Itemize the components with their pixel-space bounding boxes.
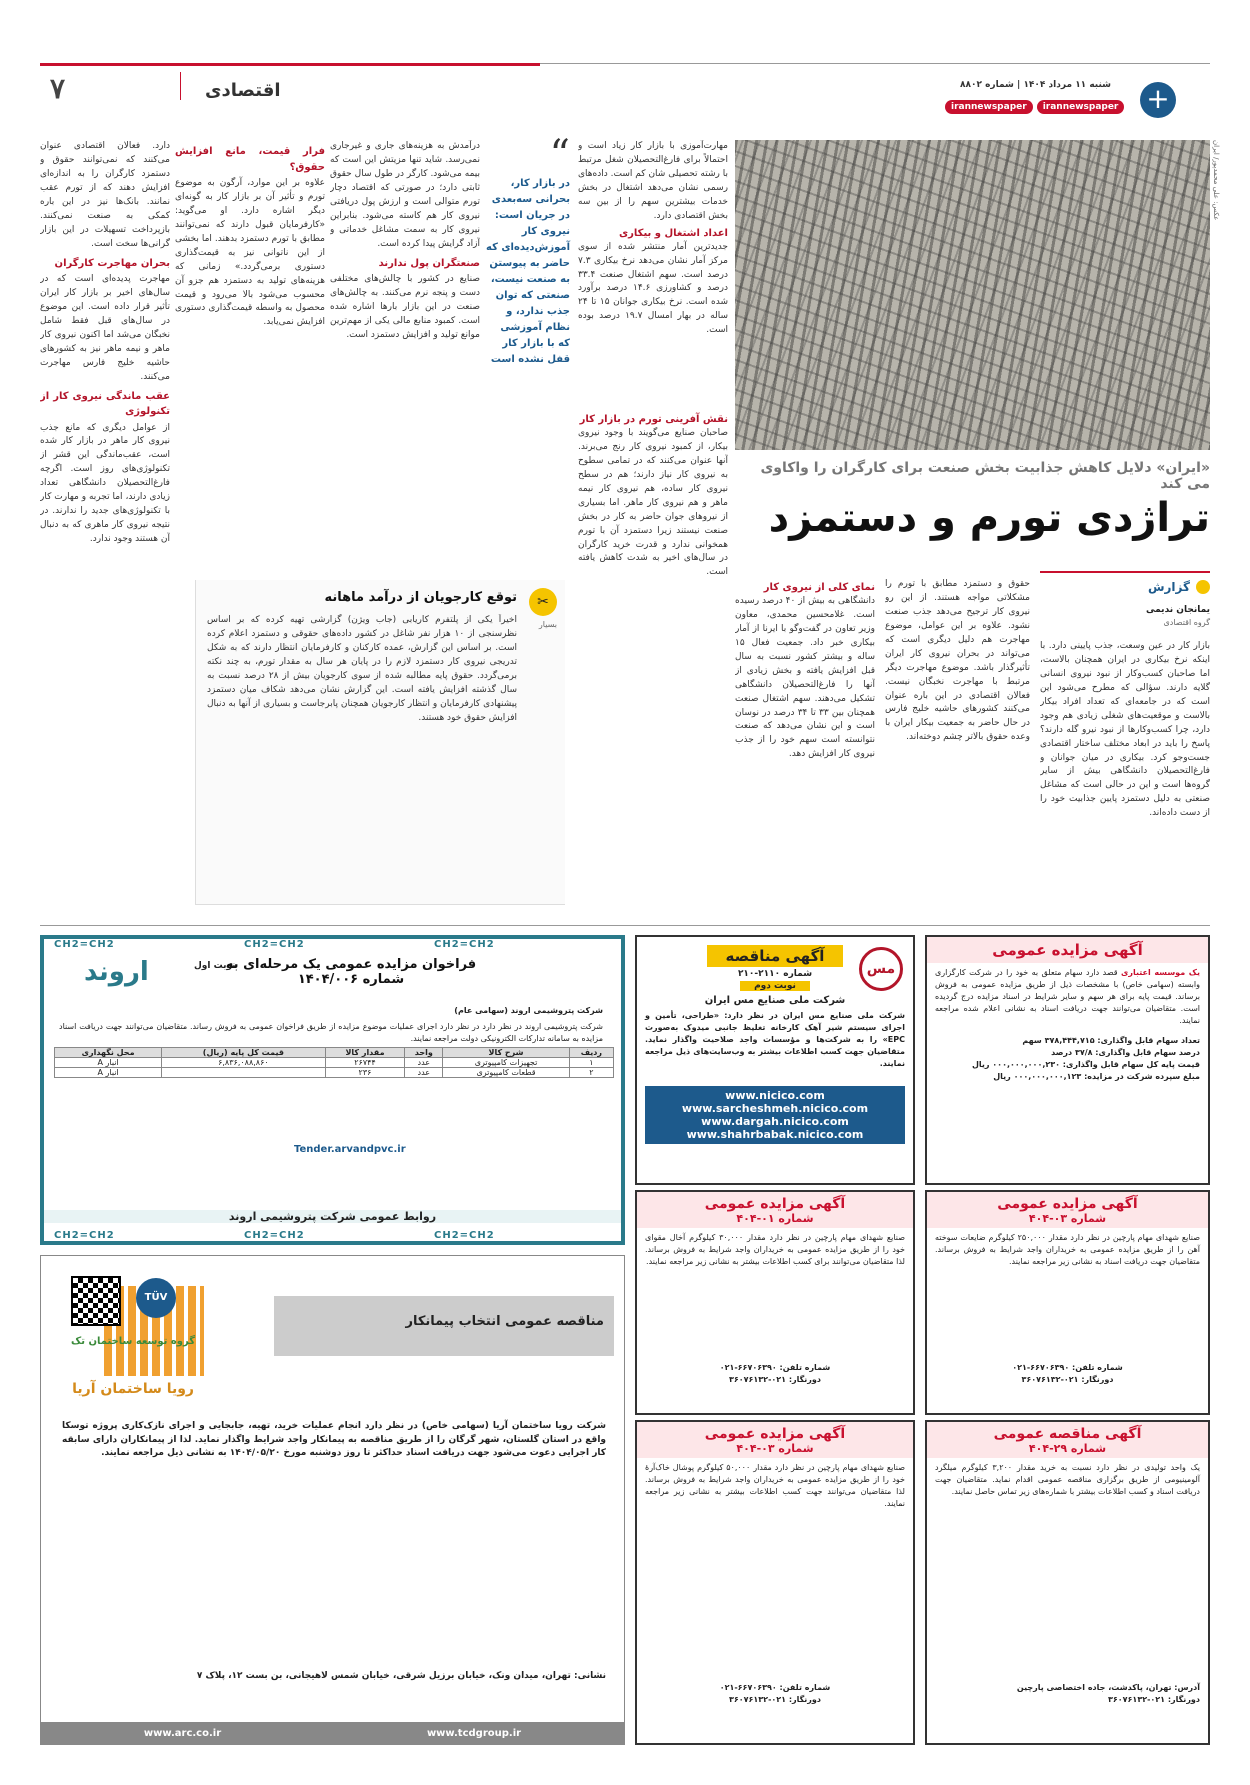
photo-credit: عکس: علی محمدپور/ ایران [1212, 140, 1220, 221]
tag-dot-icon [1196, 580, 1210, 594]
pull-quote: “ در بازار کار، بحرانی سه‌بعدی در جریان است: نیروی کار آموزش‌دیده‌ای که حاضر به پیوستن به صنعت نیست، صنعتی که توان جذب ندارد، و نظام آموزشی که با بازار کار قفل نشده است [486, 132, 570, 365]
date-line: شنبه ۱۱ مرداد ۱۴۰۴ | شماره ۸۸۰۲ [960, 80, 1111, 90]
table-row: ۱ تجهیزات کامپیوتری عدد ۲۶۷۴۴ ۶,۸۳۶,۰۸۸,۸۶۰ انبار A [55, 1058, 614, 1068]
ads-divider [40, 925, 1210, 926]
kicker: «ایران» دلایل کاهش جذابیت بخش صنعت برای کارگران را واکاوی می کند [760, 460, 1210, 492]
section-title: اقتصادی [205, 80, 281, 101]
page-number: ۷ [50, 72, 66, 105]
info-box-title: توقع کارجویان از درآمد ماهانه [324, 590, 517, 605]
headline: تراژدی تورم و دستمزد [768, 495, 1210, 541]
ad-auction-4: آگهی مزایده عمومی شماره ۰۳-۴۰۴ صنایع شهدای مهام پارچین در نظر دارد مقدار ۲۵۰,۰۰۰ کیلوگرم ضایعات سوخته آهن را از طریق مزایده عمومی به خریداران واجد شرایط به فروش برساند. متقاضیان جهت دریافت اسناد به نشانی زیر مراجعه نمایند. شماره تلفن: ۶۶۷۰۶۳۹۰-۰۲۱ دورنگار: ۰۲۱-۳۶۰۷۶۱۳۲ [925, 1190, 1210, 1415]
article-col-5: مهارت‌آموزی با بازار کار زیاد است و احتمالاً برای فارغ‌التحصیلان شغل مرتبط با رشته تحصیلی شان کم است. داده‌های رسمی نشان می‌دهد اشتغال در بخش خدمات بیشترین سهم را از بین سه بخش اقتصادی دارد. اعداد اشتغال و بیکاری جدیدترین آمار منتشر شده از سوی مرکز آمار نشان می‌دهد نرخ بیکاری ۷.۳ درصد است. سهم اشتغال صنعت ۳۳.۴ درصد و کشاورزی ۱۴.۶ درصد برآورد شده است. نرخ بیکاری جوانان ۱۵ تا ۲۴ ساله در بهار امسال ۱۹.۷ درصد بوده است. [578, 141, 728, 336]
tag-rule [1040, 571, 1210, 573]
site-link-1[interactable]: www.nicico.com [725, 1089, 825, 1102]
copper-logo: مس [859, 947, 903, 991]
ad-auction-shares: آگهی مزایده عمومی یک موسسه اعتباری قصد دارد سهام متعلق به خود را در شرکت کارگزاری وابسته (سهامی خاص) با مشخصات ذیل از طریق مزایده عمومی به فروش برساند. قیمت پایه برای هر سهم و سایر شرایط در اسناد مزایده درج گردیده است. متقاضیان می‌توانند جهت دریافت اسناد به نشانی اعلام شده مراجعه نمایند. تعداد سهام قابل واگذاری: ۳۷۸,۴۴۴,۷۱۵ سهم درصد سهام قابل واگذاری: ۳۷/۸ درصد قیمت پایه کل سهام قابل واگذاری: ۰۰۰,۰۰۰,۰۰۰,۲۳۰ ریال مبلغ سپرده شرکت در مزایده: ۰۰۰,۰۰۰,۰۰۰,۱۲۳ ریال [925, 935, 1210, 1185]
article-col-2: حقوق و دستمزد مطابق با تورم را مشکلاتی مواجه هستند. از این رو نیروی کار ترجیح می‌دهد جذب صنعت نشود. علاوه بر این عوامل، موضوع مهاجرت هم دلیل دیگری است که می‌تواند در بحران نیروی کار ایران تأثیرگذار باشد. موضوع مهاجرت دیگر مرتبط با مهاجرت نخبگان نیست. فعالان اقتصادی در این باره عنوان می‌کنند کشورهای حاشیه خلیج فارس در حال حاضر به جمعیت بیکار ایران با وعده حقوق بالاتر چشم دوخته‌اند. [885, 579, 1030, 743]
qr-code-icon [71, 1276, 121, 1326]
info-box-text: اخیراً یکی از پلتفرم کاریابی (جاب ویژن) گزارشی تهیه کرده که بر اساس نظرسنجی از ۱۰ هزار نفر شاغل در کشور داده‌های حقوقی و دستمزد اعلام کرده است. بر اساس این گزارش، عمده کارکنان و کارفرمایان انتظار دارند که به شکل تدریجی نیروی کار دستمزد لازم را در پایان هر سال به مقدار تورم، به چند نکته برمی‌گردد. حقوق پایه مطالبه شده از سوی کارجویان بیش از ۲۸ درصد نسبت به سال گذشته افزایش یافته است. این گزارش نشان می‌دهد شکاف میان دستمزد پیشنهادی کارفرمایان و انتظار کارجویان همچنان پابرجاست و بسیاری از آنها به دنبال افزایش حقوق خود هستند. [207, 615, 517, 723]
section-divider [180, 72, 181, 100]
ad-tender-6: آگهی مناقصه عمومی شماره ۲۹-۴۰۴ یک واحد تولیدی در نظر دارد نسبت به خرید مقدار ۳,۲۰۰ کیلوگرم میلگرد آلومینیومی از طریق برگزاری مناقصه عمومی اقدام نماید. متقاضیان جهت دریافت اسناد و کسب اطلاعات بیشتر با شماره‌های زیر تماس حاصل نمایند. آدرس: تهران، پاکدشت، جاده اختصاصی پارچین دورنگار: ۰۲۱-۳۶۰۷۶۱۳۲ [925, 1420, 1210, 1745]
site-tcd[interactable]: www.tcdgroup.ir [426, 1727, 522, 1739]
article-col-6: درآمدش به هزینه‌های جاری و غیرجاری نمی‌رسد. شاید تنها مزیتش این است که بیمه می‌شود. کارگر در طول سال حقوق ثابتی دارد؛ در صورتی که اقتصاد دچار تورم متوالی است و ارزش پول دریافتی نیروی کار هم کاسته می‌شود. بنابراین نیروی کار به سمت مشاغل خدماتی و آزاد گرایش پیدا کرده است. صنعتگران پول ندارند صنایع در کشور با چالش‌های مختلفی دست و پنجه نرم می‌کنند. به چالش‌های صنعت در این بازار بارها اشاره شده است. کمبود منابع مالی یکی از مهم‌ترین موانع تولید و افزایش دستمزد است. [330, 141, 480, 340]
ad-roya: مناقصه عمومی انتخاب پیمانکار رویا ساختمان آریا TÜV گروه توسعه ساختمان تک شرکت رویا ساختمان آریا (سهامی خاص) در نظر دارد انجام عملیات خرید، تهیه، جابجایی و اجرای نازک‌کاری پروژه توسکا واقع در استان گلستان، شهر گرگان را از طریق مناقصه به پیمانکار واجد شرایط واگذار نماید. لذا از پیمانکاران دارای سابقه کار اجرایی دعوت می‌شود جهت دریافت اسناد حداکثر تا روز دوشنبه مورخ ۱۴۰۴/۰۵/۲۰ به نشانی ذیل مراجعه نمایند. نشانی: تهران، میدان ونک، خیابان برزیل شرقی، خیابان شمس لاهیجانی، بن بست ۱۲، پلاک ۷ www.arc.co.ir www.tcdgroup.ir [40, 1255, 625, 1745]
lead-photo [735, 140, 1210, 450]
arvand-brand: اروند [84, 957, 149, 987]
site-arc[interactable]: www.arc.co.ir [143, 1727, 222, 1739]
ad-tender-copper: مس آگهی مناقصه شماره ۲۱۱۰-۲۱۰ نوبت دوم شرکت ملی صنایع مس ایران شرکت ملی صنایع مس ایران در نظر دارد: «طراحی، تأمین و اجرای سیستم شیر آهک کارخانه تغلیظ جانبی میدوک به‌صورت EPC» را به شرکت‌ها و مؤسسات واجد صلاحیت واگذار نماید. متقاضیان جهت کسب اطلاعات بیشتر به وب‌سایت‌های ذیل مراجعه نمایند. www.nicico.com www.sarcheshmeh.nicico.com www.dargah.nicico.com www.shahrbabak.nicico.com [635, 935, 915, 1185]
social-handle-2[interactable]: irannewspaper [1037, 100, 1125, 114]
article-col-1: بازار کار در عین وسعت، جذب پایینی دارد. با اینکه نرخ بیکاری در ایران همچنان بالاست، اما صاحبان کسب‌وکار از نبود نیروی انسانی گلایه دارند. سؤالی که مطرح می‌شود این است که در جامعه‌ای که تعداد افراد بیکار بالاست و موقعیت‌های شغلی زیادی هم وجود دارد، چرا کسب‌وکارها از نبود نیرو گله دارند؟ پاسخ را باید در ابعاد مختلف ساختار اقتصادی جست‌وجو کرد. بیکاری در میان جوانان و فارغ‌التحصیلان دانشگاهی بیش از سایر گروه‌ها است و این در حالی است که مشاغل صنعتی به دلیل دستمزد پایین جذابیت خود را از دست داده‌اند. [1040, 641, 1210, 819]
site-link-3[interactable]: www.dargah.nicico.com [701, 1115, 849, 1128]
ad-auction-5: آگهی مزایده عمومی شماره ۰۱-۴۰۴ صنایع شهدای مهام پارچین در نظر دارد مقدار ۳۰,۰۰۰ کیلوگرم آخال مقوای خود را از طریق مزایده عمومی به خریداران واجد شرایط به فروش برساند. لذا متقاضیان می‌توانند برای کسب اطلاعات بیشتر به نشانی زیر مراجعه نمایند. شماره تلفن: ۶۶۷۰۶۳۹۰-۰۲۱ دورنگار: ۰۲۱-۳۶۰۷۶۱۳۲ [635, 1190, 915, 1415]
article-col-8: دارد. فعالان اقتصادی عنوان می‌کنند که نمی‌توانند حقوق و دستمزد کارگران را به اندازه‌ای افزایش دهند که از تورم عقب نمانند. بانک‌ها نیز در این باره کمکی به صنعت نمی‌کنند. بازپرداخت تسهیلات در این بازار گرانی‌ها سخت است. بحران مهاجرت کارگران مهاجرت پدیده‌ای است که در سال‌های اخیر بر بازار کار ایران تأثیر قرار داده است. این موضوع در سال‌های قبل فقط شامل نخبگان می‌شد اما اکنون نیروی کار ماهر و نیمه ماهر نیز به کشورهای حاشیه خلیج فارس مهاجرت می‌کنند. عقب ماندگی نیروی کار از تکنولوژی از عوامل دیگری که مانع جذب نیروی کار ماهر در بازار کار شده است، عقب‌ماندگی این قشر از تکنولوژی‌های روز است. اگرچه فارغ‌التحصیلان دانشگاهی تعداد زیادی دارند، اما تجربه و مهارت کار با تکنولوژی‌های جدید را ندارند. در نتیجه نیروی کار ماهری که به دنبال آن هستند وجود ندارد. [40, 141, 170, 544]
info-box: ✂ بسیار توقع کارجویان از درآمد ماهانه اخیراً یکی از پلتفرم کاریابی (جاب ویژن) گزارشی تهیه کرده که بر اساس نظرسنجی از ۱۰ هزار نفر شاغل در کشور داده‌های حقوقی و دستمزد اعلام کرده است. بر اساس این گزارش، عمده کارکنان و کارفرمایان انتظار دارند که به شکل تدریجی نیروی کار دستمزد لازم را در پایان هر سال به مقدار تورم، به چند نکته برمی‌گردد. حقوق پایه مطالبه شده از سوی کارجویان بیش از ۲۸ درصد نسبت به سال گذشته افزایش یافته است. این گزارش نشان می‌دهد شکاف میان دستمزد پیشنهادی کارفرمایان و انتظار کارجویان همچنان پابرجاست و بسیاری از آنها به دنبال افزایش حقوق خود هستند. [195, 580, 565, 905]
site-link-4[interactable]: www.shahrbabak.nicico.com [686, 1128, 864, 1141]
header-red-rule [40, 63, 540, 66]
ad-arvand: CH2=CH2 CH2=CH2 CH2=CH2 اروند نوبت اول فراخوان مزایده عمومی یک مرحله‌ای به شماره ۱۴۰۴/۰۰۶ شرکت پتروشیمی اروند (سهامی عام) شرکت پتروشیمی اروند در نظر دارد در نظر دارد اجرای عملیات موضوع مزایده از طریق فراخوان عمومی به فروش رساند. متقاضیان می‌توانند جهت دریافت اسناد مزایده به سامانه تدارکات الکترونیکی دولت مراجعه نمایند. ردیف شرح کالا واحد مقدار کالا قیمت کل پایه (ریال) محل نگهداری ۱ تجهیزات کامپیوتری عدد ۲۶۷۴۴ ۶,۸۳۶,۰۸۸,۸۶۰ انبار A ۲ قطعات کامپیوتری عدد ۲۳۶ انبار A Tender.arvandpvc.ir روابط عمومی شرکت پتروشیمی اروند CH2=CH2 CH2=CH2 CH2=CH2 [40, 935, 625, 1245]
social-row [945, 100, 1124, 114]
tag-label: گزارش [1080, 580, 1210, 594]
tuv-logo: TÜV [136, 1278, 176, 1318]
article-col-7: فرار قیمت، مانع افزایش حقوق؟ علاوه بر این موارد، آرگون به موضوع تورم و تأثیر آن بر بازار کار به گونه‌ای دیگر اشاره دارد. او می‌گوید: «کارفرمایان قبول دارند که نمی‌توانند مطابق با تورم دستمزد بدهند. اما بخشی از این ناتوانی نیز به قیمت‌گذاری دستوری برمی‌گردد.» زمانی که هزینه‌های تولید به دستمزد هم جزو آن محسوب می‌شود بالا می‌رود و قیمت محصول به واسطه قیمت‌گذاری دستوری افزایش نمی‌یابد. [175, 146, 325, 328]
quote-icon: “ [549, 132, 570, 178]
info-box-icon: ✂ [529, 588, 557, 616]
header-gray-rule [540, 63, 1210, 64]
plus-icon[interactable]: + [1140, 82, 1176, 118]
article-col-4: نقش آفرینی تورم در بازار کار صاحبان صنایع می‌گویند با وجود نیروی بیکار، از کمبود نیروی کار رنج می‌برند. آنها عنوان می‌کنند که در تمامی سطوح به نیروی کار نیاز دارند؛ هم در سطح نیروی کار ساده، هم نیروی کار نیمه ماهر و هم نیروی کار ماهر. اما بسیاری از نیروهای جوان حاضر به کار در بخش صنعت نیستند زیرا دستمزد آن با تورم همخوانی ندارد و قدرت خرید کارگران در سال‌های اخیر به شدت کاهش یافته است. [578, 414, 728, 578]
site-link-2[interactable]: www.sarcheshmeh.nicico.com [681, 1102, 869, 1115]
author-dept: گروه اقتصادی [1163, 618, 1210, 627]
arvand-table: ردیف شرح کالا واحد مقدار کالا قیمت کل پایه (ریال) محل نگهداری ۱ تجهیزات کامپیوتری عدد ۲۶۷۴۴ ۶,۸۳۶,۰۸۸,۸۶۰ انبار A ۲ قطعات کامپیوتری عدد ۲۳۶ انبار A [54, 1047, 614, 1078]
ad-auction-7: آگهی مزایده عمومی شماره ۰۳-۴۰۴ صنایع شهدای مهام پارچین در نظر دارد مقدار ۵۰,۰۰۰ کیلوگرم پوشال خاک‌آرهٔ خود را از طریق مزایده عمومی به خریداران واجد شرایط به فروش برساند. لذا متقاضیان می‌توانند جهت کسب اطلاعات بیشتر به نشانی زیر مراجعه نمایند. شماره تلفن: ۶۶۷۰۶۳۹۰-۰۲۱ دورنگار: ۰۲۱-۳۶۰۷۶۱۳۲ [635, 1420, 915, 1745]
article-col-3: نمای کلی از نیروی کار دانشگاهی به بیش از ۴۰ درصد رسیده است. غلامحسین محمدی، معاون وزیر تعاون در گفت‌وگو با ایرنا از آمار بیکاری خبر داد. جمعیت فعال ۱۵ ساله و بیشتر کشور نسبت به سال قبل افزایش یافته و بخش زیادی از آنها را فارغ‌التحصیلان دانشگاهی تشکیل می‌دهند. سهم اشتغال صنعت همچنان بین ۳۳ تا ۳۴ درصد در نوسان است و این نشان می‌دهد که صنعت نتوانسته است سهم خود را از جذب نیروی کار افزایش دهد. [735, 582, 875, 760]
author: یمانجان ندیمی [1146, 605, 1210, 615]
table-row: ۲ قطعات کامپیوتری عدد ۲۳۶ انبار A [55, 1068, 614, 1078]
arvand-site[interactable]: Tender.arvandpvc.ir [294, 1144, 406, 1155]
social-handle-1[interactable]: irannewspaper [945, 100, 1033, 114]
